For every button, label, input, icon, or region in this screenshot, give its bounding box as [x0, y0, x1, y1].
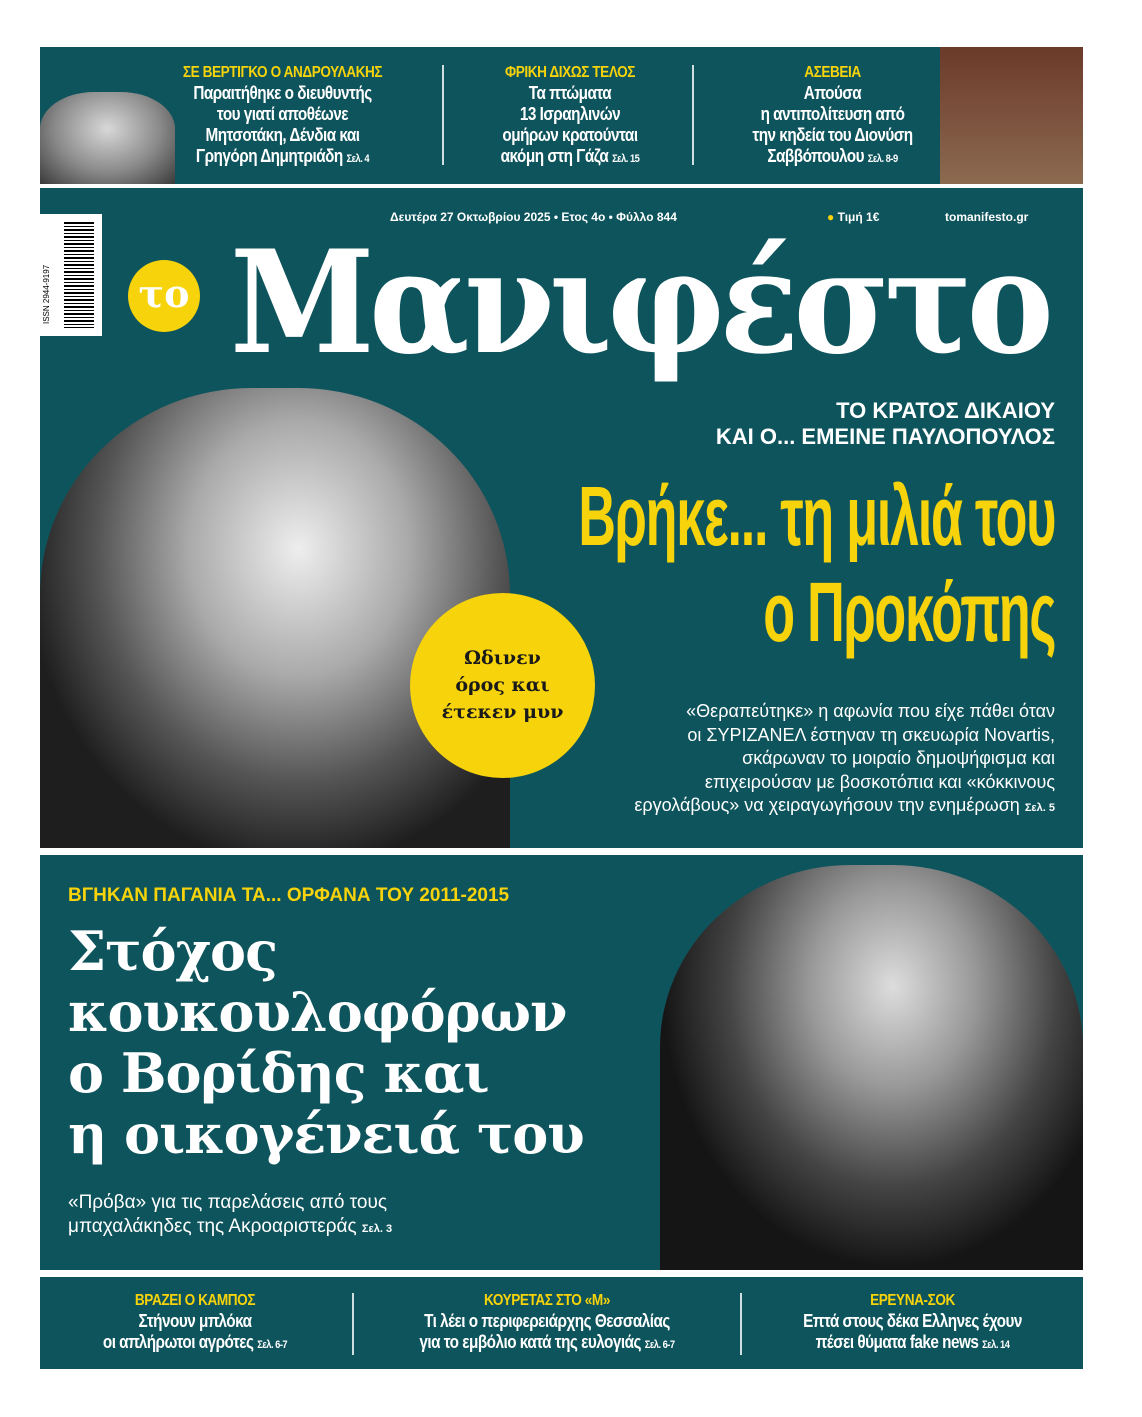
headline-line: κουκουλοφόρων [68, 980, 567, 1044]
price-text: Τιμή 1€ [837, 210, 880, 224]
second-kicker: ΒΓΗΚΑΝ ΠΑΓΑΝΙΑ ΤΑ... ΟΡΦΑΝΑ ΤΟΥ 2011-2015 [68, 885, 510, 906]
line: Απούσα [803, 83, 862, 103]
kicker: ΦΡΙΚΗ ΔΙΧΩΣ ΤΕΛΟΣ [505, 64, 635, 81]
second-story[interactable] [40, 855, 1083, 1270]
line: Σαββόπουλου [767, 146, 865, 166]
line: Τι λέει ο περιφερειάρχης Θεσσαλίας [424, 1311, 670, 1331]
body-line: «Θεραπεύτηκε» η αφωνία που είχε πάθει όταν [686, 701, 1055, 721]
date-line: Δευτέρα 27 Οκτωβρίου 2025 • Ετος 4ο • Φύλλο 844 [390, 210, 677, 224]
line: οι απλήρωτοι αγρότες [102, 1332, 254, 1352]
second-body [68, 1191, 392, 1241]
issn: ISSN 2944-9197 [42, 264, 51, 324]
page-ref: Σελ. 4 [346, 153, 370, 165]
photo-voridis [660, 865, 1083, 1270]
line: Επτά στους δέκα Ελληνες έχουν [803, 1311, 1022, 1331]
page-ref: Σελ. 15 [612, 153, 640, 165]
lead-body [634, 700, 1055, 821]
bubble-line: έτεκεν μυν [441, 701, 564, 723]
bottom-story-3[interactable] [742, 1291, 1083, 1356]
bottom-story-2[interactable] [354, 1291, 740, 1356]
lead-kicker: ΚΑΙ Ο... ΕΜΕΙΝΕ ΠΑΥΛΟΠΟΥΛΟΣ [715, 424, 1055, 449]
bubble-line: Ωδινεν [464, 647, 541, 669]
top-story-3[interactable] [710, 63, 955, 170]
line: του γιατί αποθέωνε [216, 104, 349, 124]
line: η αντιπολίτευση από [760, 104, 905, 124]
body-line: επιχειρούσαν με βοσκοτόπια και «κόκκινους [704, 771, 1055, 792]
second-headline [68, 921, 584, 1165]
line: Στήνουν μπλόκα [138, 1311, 252, 1331]
line: Τα πτώματα [528, 83, 612, 103]
bottom-story-1[interactable] [40, 1291, 350, 1356]
kicker: ΒΡΑΖΕΙ Ο ΚΑΜΠΟΣ [134, 1292, 256, 1309]
top-story-2[interactable] [450, 63, 690, 170]
kicker: ΚΟΥΡΕΤΑΣ ΣΤΟ «Μ» [484, 1292, 610, 1309]
body-line: οι ΣΥΡΙΖΑΝΕΛ έστηναν τη σκευωρία Novartis, [687, 724, 1055, 745]
page-ref: Σελ. 3 [361, 1223, 393, 1235]
lead-section [40, 188, 1083, 848]
page-ref: Σελ. 14 [982, 1339, 1010, 1351]
line: Μητσοτάκη, Δένδια και [205, 125, 360, 145]
top-strip [40, 47, 1083, 184]
page-ref: Σελ. 6-7 [644, 1339, 675, 1351]
body-line: εργολάβους» να χειραγωγήσουν την ενημέρωση [634, 795, 1020, 815]
page-ref: Σελ. 8-9 [867, 153, 898, 165]
lead-headline[interactable] [578, 468, 1055, 660]
line: 13 Ισραηλινών [519, 104, 621, 124]
body-line: «Πρόβα» για τις παρελάσεις από τους [68, 1192, 388, 1213]
line: Γρηγόρη Δημητριάδη [195, 146, 343, 166]
logo-circle: το [128, 260, 200, 332]
top-story-1[interactable] [140, 63, 425, 170]
bottom-strip [40, 1277, 1083, 1369]
page-ref: Σελ. 6-7 [257, 1339, 288, 1351]
quote-bubble [410, 593, 595, 778]
line: την κηδεία του Διονύση [752, 125, 913, 145]
bubble-line: όρος και [455, 674, 550, 696]
lead-kicker: ΤΟ ΚΡΑΤΟΣ ΔΙΚΑΙΟΥ [836, 398, 1055, 423]
website: tomanifesto.gr [945, 210, 1029, 224]
photo-funeral [940, 47, 1083, 184]
divider [442, 65, 444, 165]
barcode [40, 214, 102, 336]
price: ● Τιμή 1€ [827, 210, 880, 224]
page-ref: Σελ. 5 [1024, 802, 1055, 814]
headline-line: Στόχος [68, 919, 277, 983]
kicker: ΕΡΕΥΝΑ-ΣΟΚ [870, 1292, 955, 1309]
divider [692, 65, 694, 165]
line: ακόμη στη Γάζα [500, 146, 609, 166]
line: πέσει θύματα fake news [815, 1332, 979, 1352]
headline-line: ο Βορίδης και [68, 1041, 489, 1105]
kicker: ΣΕ ΒΕΡΤΙΓΚΟ Ο ΑΝΔΡΟΥΛΑΚΗΣ [182, 64, 383, 81]
headline-line: Βρήκε... τη μιλιά του [578, 469, 1055, 563]
headline-line: ο Προκόπης [763, 565, 1055, 659]
kicker: ΑΣΕΒΕΙΑ [804, 64, 861, 81]
headline-line: η οικογένειά του [68, 1102, 584, 1166]
line: Παραιτήθηκε ο διευθυντής [193, 83, 372, 103]
body-line: σκάρωναν το μοιραίο δημοψήφισμα και [742, 748, 1055, 768]
line: για το εμβόλιο κατά της ευλογιάς [419, 1332, 641, 1352]
body-line: μπαχαλάκηδες της Ακροαριστεράς [68, 1216, 357, 1237]
line: ομήρων κρατούνται [502, 125, 638, 145]
logo: Μανιφέστο [230, 220, 1049, 386]
